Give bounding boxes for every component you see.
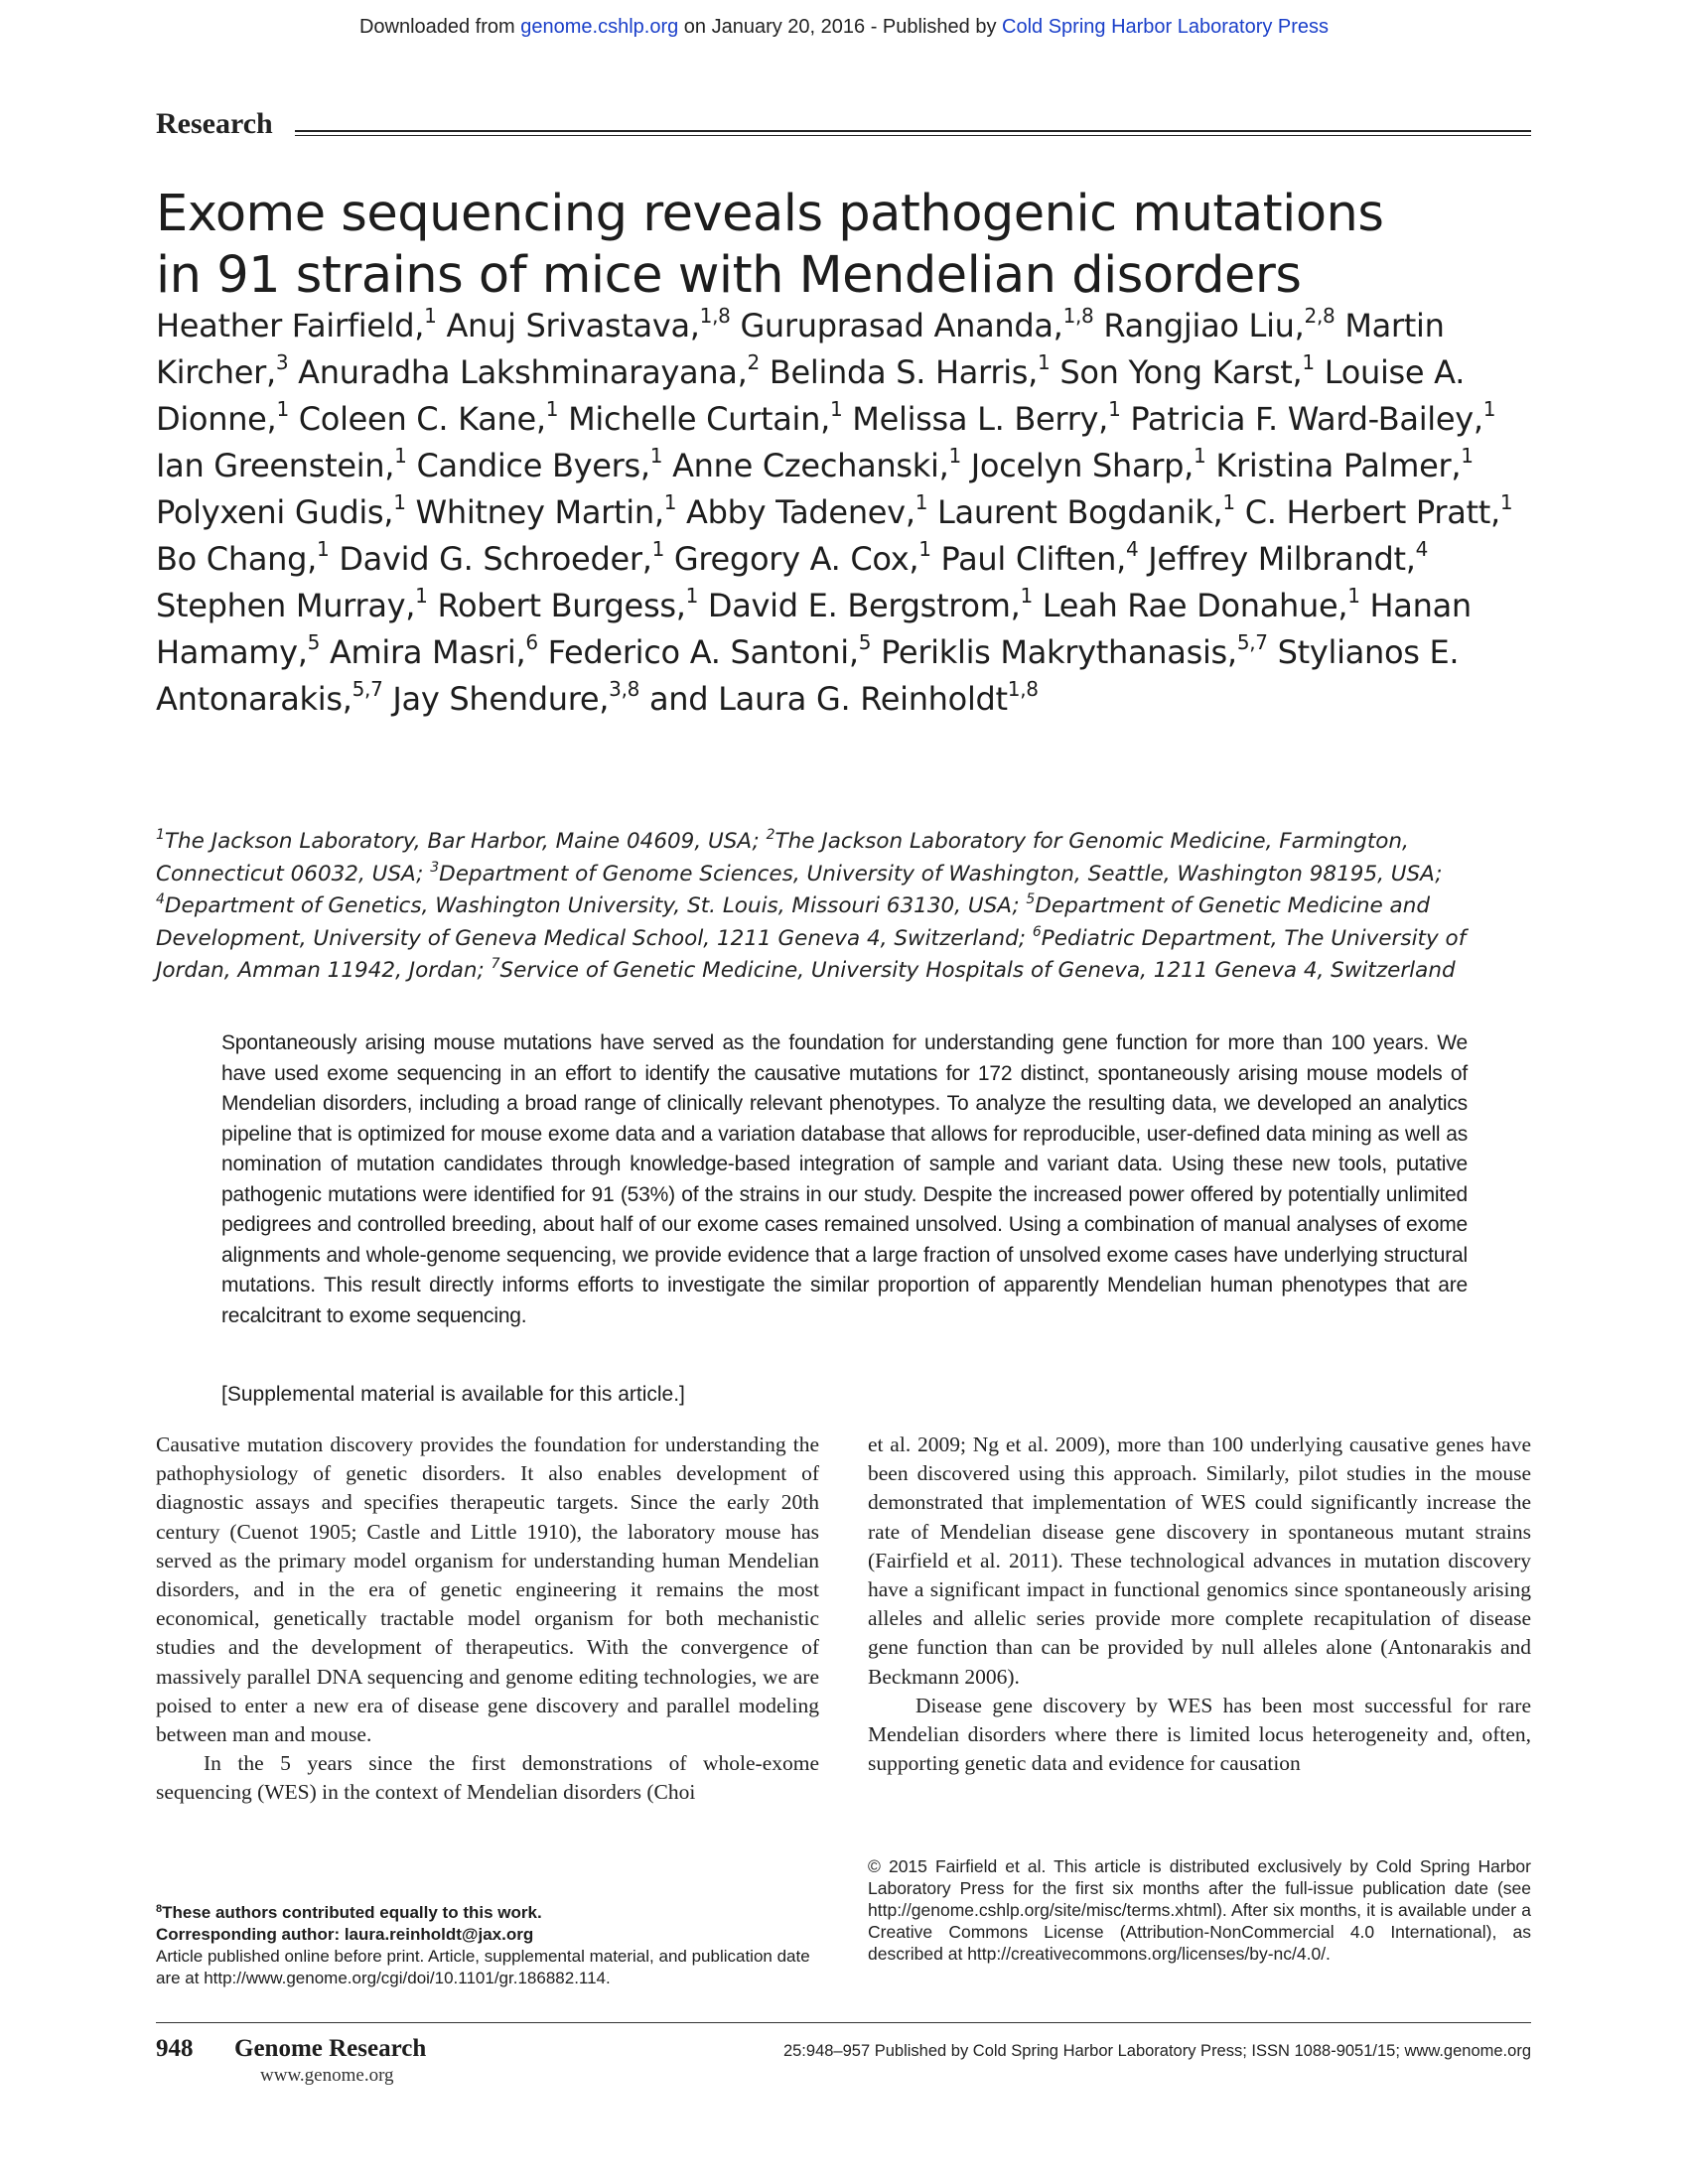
- author-affiliation-marker: 1: [1499, 490, 1513, 514]
- author-affiliation-marker: 1: [651, 537, 665, 561]
- author-name: Coleen C. Kane,: [298, 400, 546, 438]
- author-affiliation-marker: 4: [1125, 537, 1139, 561]
- body-paragraph: In the 5 years since the first demonstrations of whole-exome sequencing (WES) in the context of Mendelian disorders (Choi: [156, 1751, 819, 1805]
- author: [156, 584, 428, 624]
- journal-name: Genome Research: [234, 2035, 427, 2062]
- author-name: Amira Masri,: [329, 633, 526, 671]
- author-affiliation-marker: 1,8: [699, 304, 731, 328]
- author-affiliation-marker: 2,8: [1304, 304, 1336, 328]
- author-name: Paul Cliften,: [940, 540, 1126, 578]
- author: [940, 537, 1139, 578]
- section-rule: [295, 130, 1531, 132]
- author-name: Kristina Palmer,: [1215, 447, 1462, 484]
- author-affiliation-marker: 1: [1108, 397, 1121, 421]
- author-affiliation-marker: 1: [1302, 350, 1315, 374]
- author-name: Robert Burgess,: [437, 587, 686, 624]
- author: [1059, 350, 1315, 391]
- author-name: and Laura G. Reinholdt: [648, 680, 1008, 718]
- author-name: Michelle Curtain,: [568, 400, 830, 438]
- author-affiliation-marker: 1,8: [1007, 677, 1039, 701]
- equal-contribution-note: [156, 1902, 819, 1924]
- author: [1148, 537, 1429, 578]
- affiliation-marker: 3: [430, 859, 440, 876]
- author: [1215, 444, 1474, 484]
- author-name: David G. Schroeder,: [339, 540, 652, 578]
- author-name: Heather Fairfield,: [156, 307, 425, 344]
- download-middle: on January 20, 2016 - Published by: [678, 16, 1003, 38]
- author: [673, 537, 931, 578]
- author-affiliation-marker: 1: [1347, 584, 1360, 608]
- author-affiliation-marker: 1: [415, 584, 428, 608]
- body-column-left: [156, 1431, 819, 1808]
- author-name: Stylianos E. Antonarakis,: [156, 633, 1460, 718]
- author: [298, 350, 760, 391]
- author-name: Jeffrey Milbrandt,: [1148, 540, 1416, 578]
- author: [881, 630, 1268, 671]
- author-affiliation-marker: 5,7: [352, 677, 383, 701]
- author: [568, 397, 843, 438]
- author: [547, 630, 872, 671]
- citation-line: 25:948–957 Published by Cold Spring Harbor Laboratory Press; ISSN 1088-9051/15; www.genome.org: [782, 2042, 1531, 2060]
- affiliation-marker: 4: [156, 891, 165, 907]
- author: [769, 350, 1051, 391]
- author-affiliation-marker: 1: [663, 490, 677, 514]
- author-name: Gregory A. Cox,: [673, 540, 919, 578]
- affiliation-marker: 2: [766, 827, 775, 843]
- author-affiliation-marker: 1: [1038, 350, 1051, 374]
- author-name: Federico A. Santoni,: [547, 633, 859, 671]
- author-affiliation-marker: 1: [918, 537, 931, 561]
- corresponding-author: Corresponding author: laura.reinholdt@jax.org: [156, 1925, 534, 1944]
- title-line-1: Exome sequencing reveals pathogenic mutations: [156, 185, 1384, 243]
- author-name: Leah Rae Donahue,: [1042, 587, 1348, 624]
- author-name: Whitney Martin,: [415, 493, 664, 531]
- author-affiliation-marker: 5,7: [1236, 630, 1268, 654]
- author-name: Periklis Makrythanasis,: [881, 633, 1237, 671]
- author-affiliation-marker: 1: [649, 444, 663, 468]
- author: [416, 444, 663, 484]
- author: [970, 444, 1206, 484]
- author-affiliation-marker: 5: [858, 630, 872, 654]
- footer-rule: [156, 2022, 1531, 2023]
- author-affiliation-marker: 3,8: [609, 677, 640, 701]
- body-column-right: [868, 1431, 1531, 1778]
- author-affiliation-marker: 1: [914, 490, 928, 514]
- affiliation-text: Pediatric Department, The University of Jordan, Amman 11942, Jordan;: [156, 925, 1467, 983]
- author-affiliation-marker: 6: [525, 630, 538, 654]
- author-affiliation-marker: 1: [948, 444, 961, 468]
- author-name: Bo Chang,: [156, 540, 318, 578]
- author-name: Candice Byers,: [416, 447, 650, 484]
- affiliation-marker: 5: [1026, 891, 1036, 907]
- body-paragraph: Disease gene discovery by WES has been most successful for rare Mendelian disorders where there is limited locus heterogeneity and, often, supporting genetic data and evidence for causation: [868, 1693, 1531, 1776]
- author-affiliation-marker: 1: [393, 490, 406, 514]
- footnotes: [156, 1902, 819, 1989]
- author-name: Hanan Hamamy,: [156, 587, 1472, 671]
- body-paragraph: et al. 2009; Ng et al. 2009), more than 100 underlying causative genes have been discovered using this approach. Similarly, pilot studies in the mouse demonstrated that implementation of WES could significantly increase the rate of Mendelian disease gene discovery in spontaneous mutant strains (Fairfield et al. 2011). These technological advances in mutation discovery have a significant impact in functional genomics since spontaneously arising alleles and allelic series provide more complete recapitulation of disease gene function than can be provided by null alleles alone (Antonarakis and Beckmann 2006).: [868, 1433, 1531, 1689]
- author-name: Stephen Murray,: [156, 587, 416, 624]
- author-name: Martin Kircher,: [156, 307, 1445, 391]
- author-name: C. Herbert Pratt,: [1244, 493, 1500, 531]
- author-affiliation-marker: 5: [307, 630, 321, 654]
- author-name: Jocelyn Sharp,: [970, 447, 1194, 484]
- section-label: Research: [156, 107, 273, 140]
- author-name: Patricia F. Ward-Bailey,: [1130, 400, 1483, 438]
- download-banner: [0, 16, 1688, 39]
- author: [740, 304, 1094, 344]
- journal-url[interactable]: www.genome.org: [260, 2065, 394, 2086]
- author-name: Abby Tadenev,: [686, 493, 915, 531]
- author-affiliation-marker: 4: [1415, 537, 1429, 561]
- author: [156, 537, 330, 578]
- equal-contribution-text: These authors contributed equally to this work.: [162, 1903, 542, 1922]
- author: [707, 584, 1033, 624]
- author-name: Rangjiao Liu,: [1103, 307, 1305, 344]
- author-name: Anuj Srivastava,: [446, 307, 700, 344]
- footnote-marker: 8: [156, 1903, 163, 1915]
- affiliation-text: Department of Genome Sciences, University of Washington, Seattle, Washington 98195, USA;: [439, 861, 1443, 887]
- affiliations: [156, 826, 1541, 988]
- author-name: Anne Czechanski,: [672, 447, 949, 484]
- abstract: Spontaneously arising mouse mutations have served as the foundation for understanding gene function for more than 100 years. We have used exome sequencing in an effort to identify the causative mutations for 172 distinct, spontaneously arising mouse models of Mendelian disorders, including a broad range of clinically relevant phenotypes. To analyze the resulting data, we developed an analytics pipeline that is optimized for mouse exome data and a variation database that allows for reproducible, user-defined data mining as well as nomination of mutation candidates through knowledge-based integration of sample and variant data. Using these new tools, putative pathogenic mutations were identified for 91 (53%) of the strains in our study. Despite the increased power offered by potentially unlimited pedigrees and controlled breeding, about half of our exome cases remained unsolved. Using a combination of manual analyses of exome alignments and whole-genome sequencing, we provide evidence that a large fraction of unsolved exome cases have underlying structural mutations. This result directly informs efforts to investigate the similar proportion of apparently Mendelian human phenotypes that are recalcitrant to exome sequencing.: [221, 1031, 1468, 1327]
- author: [156, 490, 406, 531]
- author-affiliation-marker: 1: [424, 304, 437, 328]
- author-affiliation-marker: 1: [1194, 444, 1206, 468]
- download-prefix: Downloaded from: [358, 16, 521, 38]
- affiliation-text: Department of Genetics, Washington University, St. Louis, Missouri 63130, USA;: [164, 893, 1027, 918]
- author: [298, 397, 559, 438]
- author: [1103, 304, 1336, 344]
- affiliation-marker: 1: [156, 827, 165, 843]
- author: [1244, 490, 1513, 531]
- author: [446, 304, 731, 344]
- author: [937, 490, 1235, 531]
- page-number: 948: [156, 2035, 194, 2062]
- author-name: Jay Shendure,: [392, 680, 610, 718]
- author-affiliation-marker: 1: [545, 397, 559, 421]
- author-affiliation-marker: 3: [275, 350, 289, 374]
- author-affiliation-marker: 1: [829, 397, 843, 421]
- publication-note: Article published online before print. Article, supplemental material, and publication date are at http://www.genome.org/cgi/doi/10.1101/gr.186882.114.: [156, 1947, 810, 1987]
- author: [437, 584, 699, 624]
- affiliation-text: The Jackson Laboratory for Genomic Medicine, Farmington, Connecticut 06032, USA;: [156, 829, 1409, 887]
- affiliation-marker: 6: [1032, 923, 1042, 940]
- section-rule-thin: [295, 135, 1531, 136]
- author-affiliation-marker: 1: [1222, 490, 1235, 514]
- author-affiliation-marker: 2: [747, 350, 760, 374]
- site-link[interactable]: genome.cshlp.org: [520, 16, 679, 38]
- author-name: Anuradha Lakshminarayana,: [298, 353, 748, 391]
- author: [415, 490, 677, 531]
- author: [339, 537, 665, 578]
- author-name: Son Yong Karst,: [1059, 353, 1303, 391]
- author: [648, 677, 1039, 718]
- body-paragraph: Causative mutation discovery provides the foundation for understanding the pathophysiology of genetic disorders. It also enables development of diagnostic assays and specifies therapeutic targets. Since the early 20th century (Cuenot 1905; Castle and Little 1910), the laboratory mouse has served as the primary model organism for understanding human Mendelian disorders, and in the era of genetic engineering it remains the most economical, genetically tractable model organism for both mechanistic studies and the development of therapeutics. With the convergence of massively parallel DNA sequencing and genome editing technologies, we are poised to enter a new era of disease gene discovery and parallel modeling between man and mouse.: [156, 1433, 819, 1747]
- author-name: Belinda S. Harris,: [769, 353, 1039, 391]
- copyright-notice: © 2015 Fairfield et al. This article is distributed exclusively by Cold Spring Harbor Laboratory Press for the first six months after the full-issue publication date (see http://genome.cshlp.org/site/misc/terms.xhtml). After six months, it is available under a Creative Commons License (Attribution-NonCommercial 4.0 International), as described at http://creativecommons.org/licenses/by-nc/4.0/.: [868, 1856, 1531, 1964]
- affiliation-marker: 7: [491, 956, 500, 972]
- author-name: Polyxeni Gudis,: [156, 493, 394, 531]
- author-affiliation-marker: 1: [685, 584, 699, 608]
- author: [1130, 397, 1496, 438]
- affiliation-text: Service of Genetic Medicine, University Hospitals of Geneva, 1211 Geneva 4, Switzerland: [499, 958, 1456, 983]
- author-affiliation-marker: 1: [276, 397, 289, 421]
- publisher-link[interactable]: Cold Spring Harbor Laboratory Press: [1002, 16, 1330, 38]
- author: [1042, 584, 1360, 624]
- author: [329, 630, 538, 671]
- affiliation-text: The Jackson Laboratory, Bar Harbor, Maine 04609, USA;: [164, 829, 767, 854]
- author: [156, 304, 437, 344]
- author-name: Melissa L. Berry,: [852, 400, 1109, 438]
- author-affiliation-marker: 1: [1461, 444, 1474, 468]
- author: [392, 677, 640, 718]
- author-affiliation-marker: 1: [1482, 397, 1496, 421]
- supplemental-note: [Supplemental material is available for this article.]: [221, 1383, 685, 1406]
- author-name: Louise A. Dionne,: [156, 353, 1466, 438]
- title-line-2: in 91 strains of mice with Mendelian disorders: [156, 246, 1302, 305]
- author-list: [156, 303, 1541, 723]
- author-affiliation-marker: 1: [394, 444, 407, 468]
- author: [852, 397, 1121, 438]
- author-name: David E. Bergstrom,: [707, 587, 1021, 624]
- author-name: Guruprasad Ananda,: [740, 307, 1063, 344]
- author-affiliation-marker: 1: [1020, 584, 1033, 608]
- author: [156, 444, 407, 484]
- author: [686, 490, 928, 531]
- affiliation-text: Department of Genetic Medicine and Development, University of Geneva Medical School, 1211 Geneva 4, Switzerland;: [156, 893, 1430, 951]
- author: [672, 444, 961, 484]
- author-affiliation-marker: 1,8: [1062, 304, 1094, 328]
- paper-title: [156, 184, 1447, 307]
- author-affiliation-marker: 1: [317, 537, 330, 561]
- author-name: Laurent Bogdanik,: [937, 493, 1223, 531]
- author-name: Ian Greenstein,: [156, 447, 395, 484]
